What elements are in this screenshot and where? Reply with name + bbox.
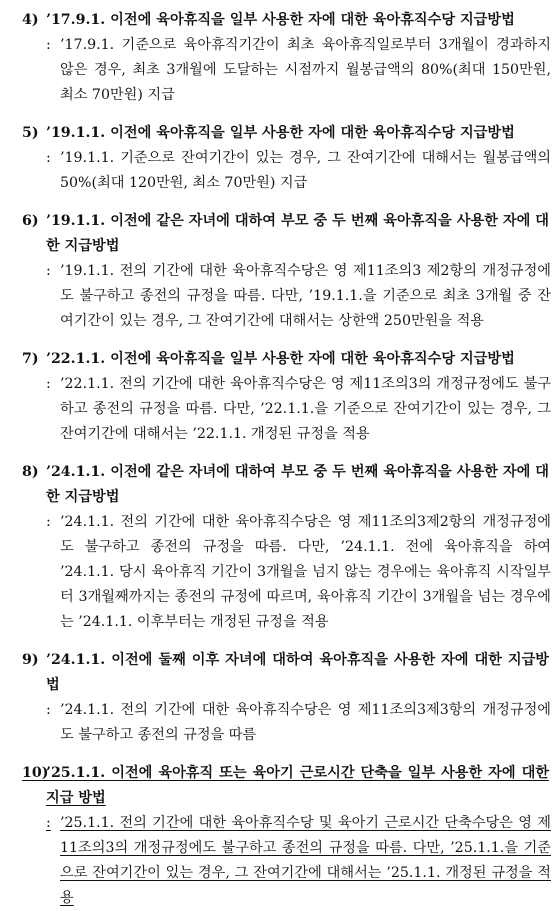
detail-marker: : xyxy=(46,376,51,392)
detail-marker: : xyxy=(46,37,51,53)
item-title: ’24.1.1. 이전에 둘째 이후 자녀에 대하여 육아휴직을 사용한 자에 대한 지급방법 xyxy=(46,652,549,693)
detail-marker: : xyxy=(46,150,51,166)
item-title-row xyxy=(0,347,557,372)
item-title: ’19.1.1. 이전에 같은 자녀에 대하여 부모 중 두 번째 육아휴직을 사용한 자에 대한 지급방법 xyxy=(46,213,549,254)
item-detail: ’22.1.1. 전의 기간에 대한 육아휴직수당은 영 제11조의3의 개정규정에도 불구하고 종전의 규정을 따름. 다만, ’22.1.1.을 기준으로 잔여기간이 있는 경우, 그 잔여기간에 대해서는 ’22.1.1. 개정된 규정을 적용 xyxy=(60,376,551,442)
detail-marker: : xyxy=(46,702,51,718)
detail-marker: : xyxy=(46,514,51,530)
item-detail: ’25.1.1. 전의 기간에 대한 육아휴직수당 및 육아기 근로시간 단축수당은 영 제11조의3의 개정규정에도 불구하고 종전의 규정을 따름. 다만, ’25.1.1.을 기준으로 잔여기간이 있는 경우, 그 잔여기간에 대해서는 ’25.1.1. 개정된 규정을 적용 xyxy=(60,815,551,906)
item-title: ’25.1.1. 이전에 육아휴직 또는 육아기 근로시간 단축을 일부 사용한 자에 대한 지급 방법 xyxy=(46,765,549,806)
item-detail-row xyxy=(0,698,557,748)
item-detail: ’19.1.1. 전의 기간에 대한 육아휴직수당은 영 제11조의3 제2항의 개정규정에도 불구하고 종전의 규정을 따름. 다만, ’19.1.1.을 기준으로 최초 3개월 중 잔여기간이 있는 경우, 그 잔여기간에 대해서는 상한액 250만원을 적용 xyxy=(60,263,551,329)
item-number: 6) xyxy=(22,213,39,229)
item-title-row xyxy=(0,761,557,811)
item-number: 9) xyxy=(22,652,39,668)
item-number: 4) xyxy=(22,12,39,28)
list-item-7 xyxy=(0,347,557,447)
item-title: ’22.1.1. 이전에 육아휴직을 일부 사용한 자에 대한 육아휴직수당 지급방법 xyxy=(46,351,515,367)
detail-marker: : xyxy=(46,815,51,831)
item-detail: ’24.1.1. 전의 기간에 대한 육아휴직수당은 영 제11조의3제3항의 개정규정에도 불구하고 종전의 규정을 따름 xyxy=(60,702,551,743)
item-detail-row xyxy=(0,811,557,911)
item-title-row xyxy=(0,121,557,146)
item-title-row xyxy=(0,648,557,698)
item-detail: ’24.1.1. 전의 기간에 대한 육아휴직수당은 영 제11조의3제2항의 개정규정에도 불구하고 종전의 규정을 따름. 다만, ’24.1.1. 전에 육아휴직을 하여 ’24.1.1. 당시 육아휴직 기간이 3개월을 넘지 않는 경우에는 육아휴직 시작일부터 3개월째까지는 종전의 규정에 따르며, 육아휴직 기간이 3개월을 넘는 경우에는 ’24.1.1. 이후부터는 개정된 규정을 적용 xyxy=(60,514,551,630)
item-title: ’17.9.1. 이전에 육아휴직을 일부 사용한 자에 대한 육아휴직수당 지급방법 xyxy=(46,12,515,28)
item-title: ’24.1.1. 이전에 같은 자녀에 대하여 부모 중 두 번째 육아휴직을 사용한 자에 대한 지급방법 xyxy=(46,464,549,505)
detail-marker: : xyxy=(46,263,51,279)
item-number: 10) xyxy=(22,765,49,781)
item-title-row xyxy=(0,8,557,33)
item-number: 8) xyxy=(22,464,39,480)
item-detail-row xyxy=(0,259,557,334)
list-item-6 xyxy=(0,209,557,334)
list-item-10 xyxy=(0,761,557,911)
item-detail-row xyxy=(0,33,557,108)
list-item-9 xyxy=(0,648,557,748)
item-detail: ’19.1.1. 기준으로 잔여기간이 있는 경우, 그 잔여기간에 대해서는 월봉급액의 50%(최대 120만원, 최소 70만원) 지급 xyxy=(60,150,551,191)
item-title-row xyxy=(0,460,557,510)
list-item-4 xyxy=(0,8,557,108)
item-detail-row xyxy=(0,146,557,196)
item-detail: ’17.9.1. 기준으로 육아휴직기간이 최초 육아휴직일로부터 3개월이 경과하지 않은 경우, 최초 3개월에 도달하는 시점까지 월봉급액의 80%(최대 150만원, 최소 70만원) 지급 xyxy=(60,37,551,103)
list-item-8 xyxy=(0,460,557,635)
list-item-5 xyxy=(0,121,557,196)
item-number: 5) xyxy=(22,125,39,141)
item-title-row xyxy=(0,209,557,259)
item-detail-row xyxy=(0,372,557,447)
item-detail-row xyxy=(0,510,557,635)
item-number: 7) xyxy=(22,351,39,367)
item-title: ’19.1.1. 이전에 육아휴직을 일부 사용한 자에 대한 육아휴직수당 지급방법 xyxy=(46,125,515,141)
